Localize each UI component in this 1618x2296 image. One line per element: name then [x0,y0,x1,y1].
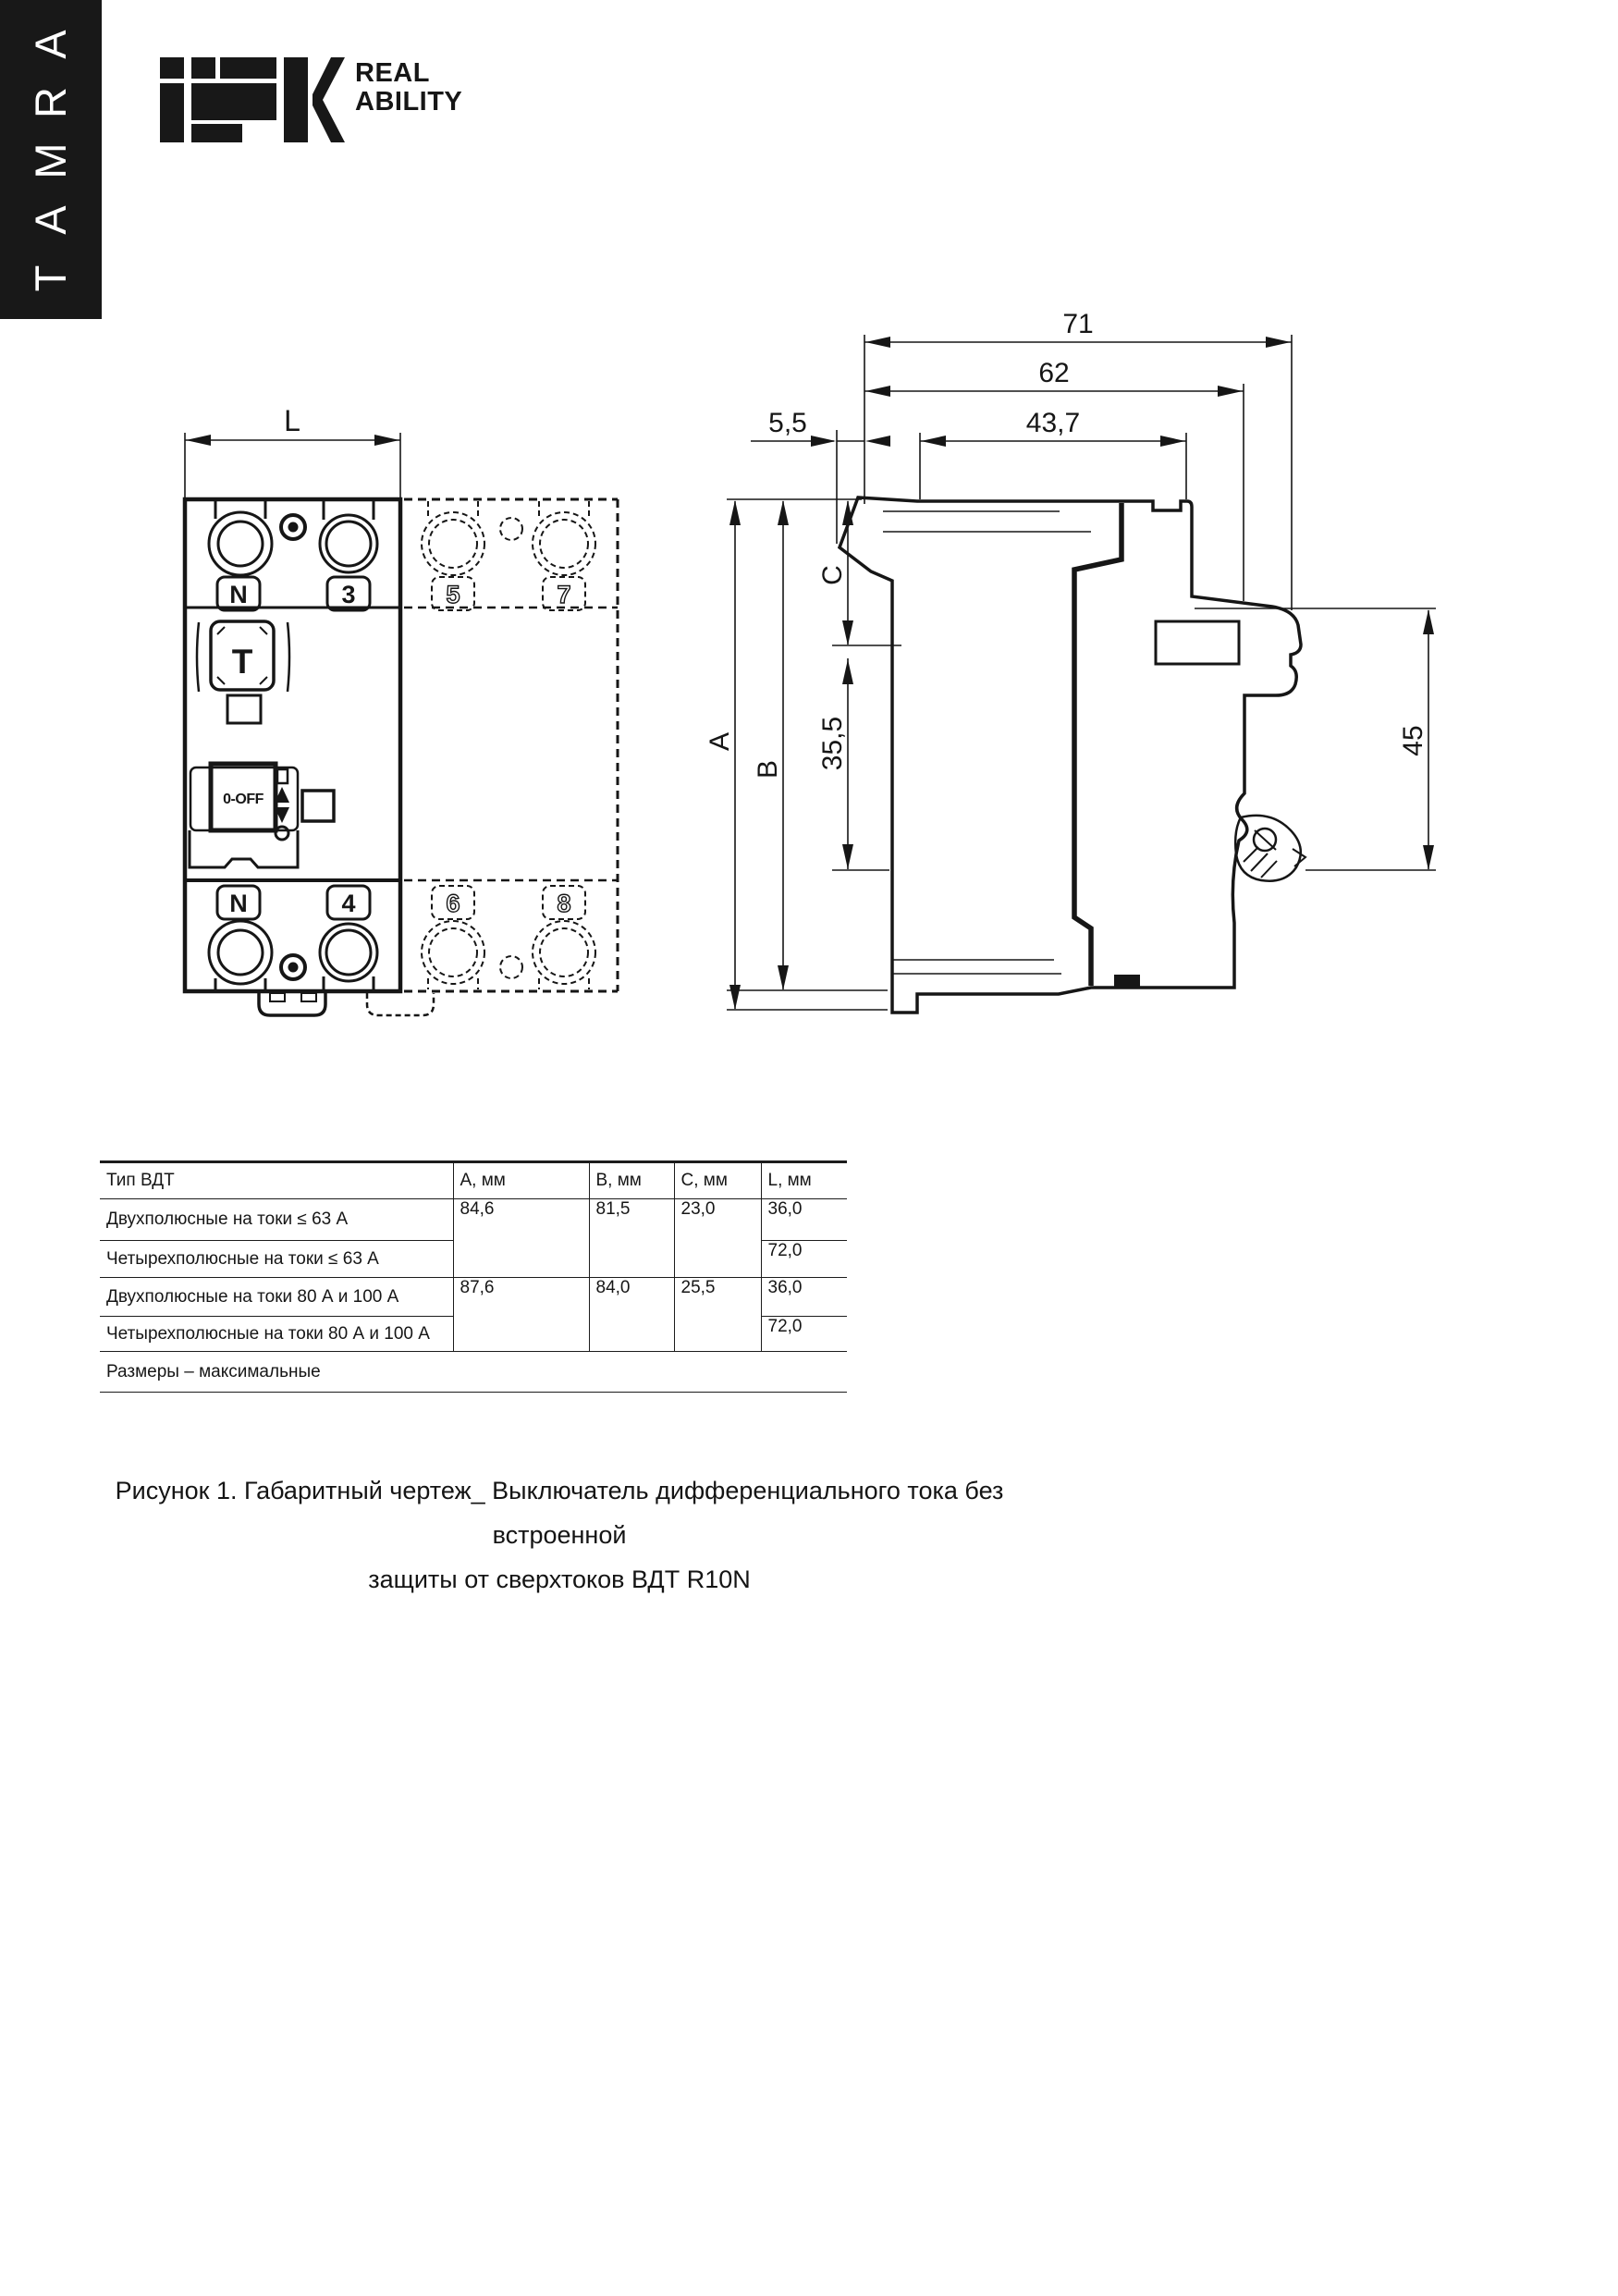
cell-type: Четырехполюсные на токи 80 А и 100 А [100,1317,453,1352]
terminal-label-N-top: N [229,581,248,608]
side-profile-outline [840,497,1301,1013]
side-view [705,309,1436,1013]
table-header-row [100,1162,847,1199]
table-row [100,1278,847,1317]
dim-label-B: B [753,759,783,780]
dim-label-43-7: 43,7 [1025,408,1081,438]
cell-type: Четырехполюсные на токи ≤ 63 А [100,1241,453,1278]
col-header-b: B, мм [589,1162,674,1199]
terminal-label-7: 7 [557,581,571,608]
cell-l: 72,0 [761,1241,847,1278]
banner-letter: M [26,142,75,180]
dim-label-45: 45 [1398,725,1428,756]
figure-caption-line1: Рисунок 1. Габаритный чертеж_ Выключатель дифференциального тока без встроенной [115,1477,1004,1549]
banner-letter: R [26,87,75,119]
tagline-line2: ABILITY [355,87,463,117]
cell-l: 36,0 [761,1199,847,1241]
window-indicator [302,791,334,821]
dim-label-71: 71 [1062,309,1094,339]
col-header-c: C, мм [674,1162,761,1199]
cell-l: 36,0 [761,1278,847,1317]
terminal-label-4: 4 [341,890,356,917]
col-header-type: Тип ВДТ [100,1162,453,1199]
table-footnote: Размеры – максимальные [100,1352,847,1393]
din-tab-dashed [367,993,434,1015]
col-header-a: A, мм [453,1162,589,1199]
terminal-label-5: 5 [446,581,460,608]
cell-type: Двухполюсные на токи ≤ 63 А [100,1199,453,1241]
cell-c: 23,0 [674,1199,761,1278]
terminal-label-N-bottom: N [229,890,248,917]
table-row [100,1199,847,1241]
terminal-label-3: 3 [341,581,356,608]
col-header-l: L, мм [761,1162,847,1199]
test-button-label: T [231,643,253,681]
cell-type: Двухполюсные на токи 80 А и 100 А [100,1278,453,1317]
dim-label-C: C [817,565,848,585]
cell-b: 81,5 [589,1199,674,1278]
case-seam [1074,503,1122,986]
front-view [185,404,618,1015]
tagline-line1: REAL [355,58,430,88]
cell-l: 72,0 [761,1317,847,1352]
cell-c: 25,5 [674,1278,761,1352]
front-view-4pole-extension [367,499,618,1015]
dim-label-35-5: 35,5 [817,716,848,771]
banner-letter: A [26,30,75,59]
dimensional-drawing [0,0,1618,1128]
banner-letter: A [26,204,75,235]
cell-a: 84,6 [453,1199,589,1278]
cell-a: 87,6 [453,1278,589,1352]
switch-pedestal [190,830,298,867]
cell-b: 84,0 [589,1278,674,1352]
terminal-label-8: 8 [557,890,571,917]
dim-label-A: A [705,731,735,752]
dim-label-L: L [284,404,300,437]
banner-letter: T [26,264,75,292]
figure-caption [79,1468,1040,1602]
terminal-label-6: 6 [446,890,460,917]
switch-position-label: 0-OFF [223,792,264,807]
figure-caption-line2: защиты от сверхтоков ВДТ R10N [368,1565,751,1593]
side-marking-plate [1156,621,1239,664]
dim-label-5-5: 5,5 [768,408,807,438]
dim-label-62: 62 [1038,358,1070,388]
table-footnote-row [100,1352,847,1393]
dimensions-table [100,1160,847,1393]
